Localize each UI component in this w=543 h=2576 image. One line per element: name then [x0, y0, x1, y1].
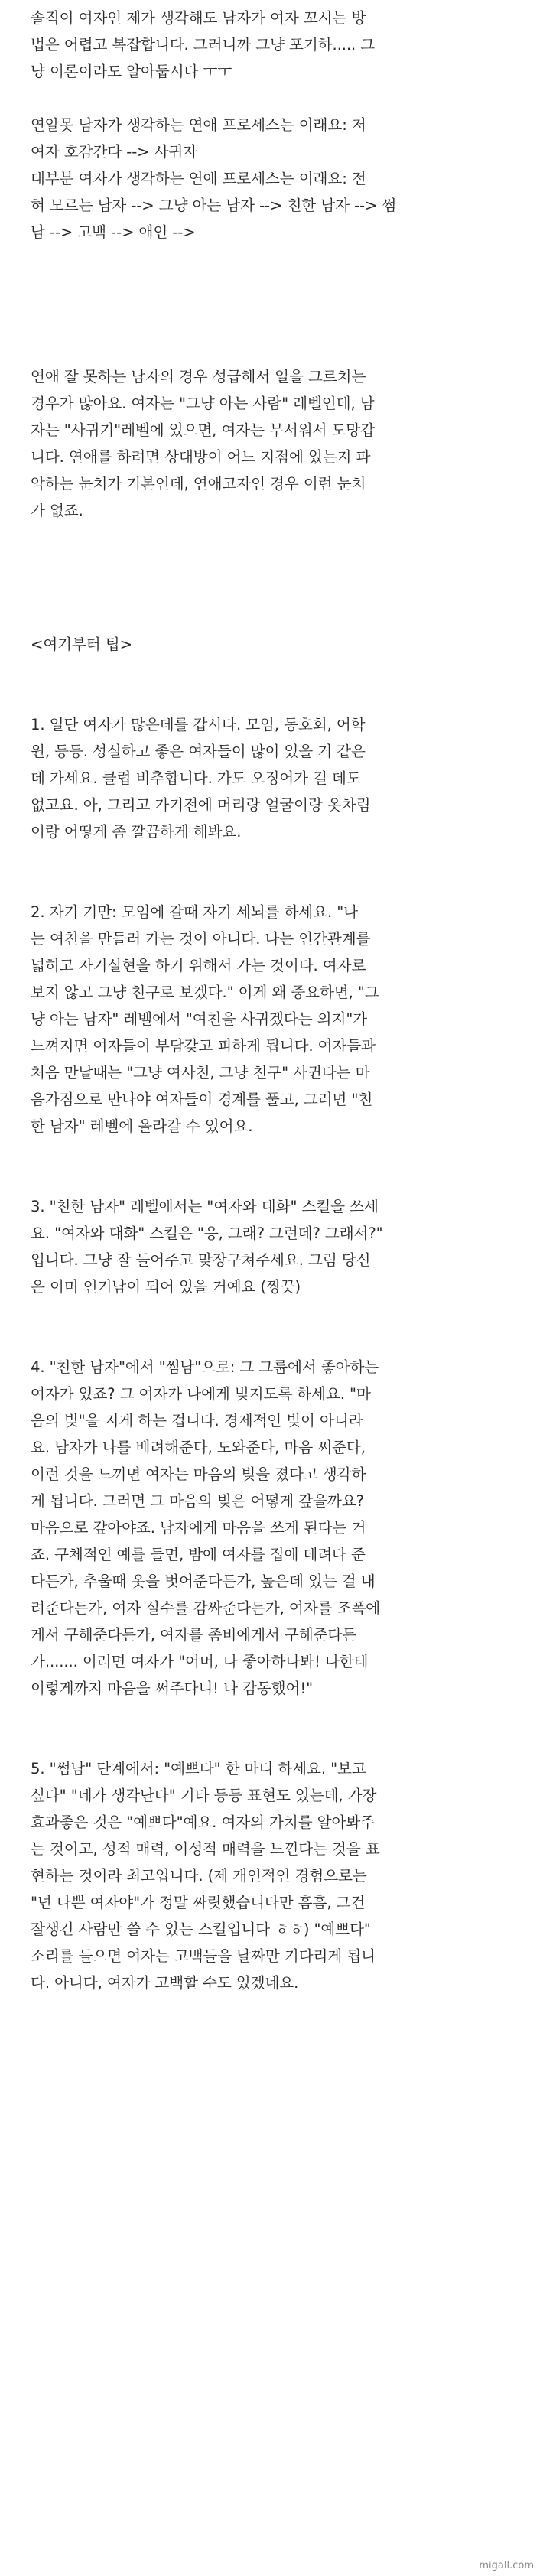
text-line: 다든가, 추울때 옷을 벗어준다든가, 높은데 있는 걸 내 [31, 1573, 376, 1590]
tip-1 [31, 711, 520, 845]
text-line: 싶다" "네가 생각난다" 기타 등등 표현도 있는데, 가장 [31, 1787, 377, 1804]
text-line: 소리를 들으면 여자는 고백들을 날짜만 기다리게 됩니 [31, 1947, 376, 1965]
text-line: 연알못 남자가 생각하는 연애 프로세스는 이래요: 저 [31, 116, 366, 134]
text-line: 한 남자" 레벨에 올라갈 수 있어요. [31, 1117, 253, 1135]
site-watermark: migall.com [479, 2560, 534, 2571]
text-line: 남 --> 고백 --> 애인 --> [31, 223, 196, 241]
text-line: 보지 않고 그냥 친구로 보겠다." 이게 왜 중요하면, "그 [31, 984, 379, 1001]
text-line: 여자가 있죠? 그 여자가 나에게 빚지도록 하세요. "마 [31, 1385, 371, 1403]
text-line: 효과좋은 것은 "예쁘다"예요. 여자의 가치를 알아봐주 [31, 1813, 375, 1831]
text-line: "넌 나쁜 여자야"가 정말 짜릿했습니다만 흠흠, 그건 [31, 1894, 366, 1911]
paragraph-process [31, 112, 520, 246]
text-line: 느껴지면 여자들이 부담갖고 피하게 됩니다. 여자들과 [31, 1037, 376, 1055]
text-line: 입니다. 그냥 잘 들어주고 맞장구쳐주세요. 그럼 당신 [31, 1251, 371, 1269]
text-line: 4. "친한 남자"에서 "썸남"으로: 그 그룹에서 좋아하는 [31, 1358, 379, 1376]
text-line: 잘생긴 사람만 쓸 수 있는 스킬입니다 ㅎㅎ) "예쁘다" [31, 1921, 371, 1938]
text-line: 이렇게까지 마음을 써주다니! 나 감동했어!" [31, 1680, 314, 1697]
text-line: 냥 이론이라도 알아둡시다 ㅜㅜ [31, 63, 232, 80]
text-line: 는 것이고, 성적 매력, 이성적 매력을 느낀다는 것을 표 [31, 1840, 380, 1858]
text-line: 처음 만날때는 "그냥 여사친, 그냥 친구" 사귄다는 마 [31, 1064, 370, 1081]
text-line: 2. 자기 기만: 모임에 갈때 자기 세뇌를 하세요. "나 [31, 903, 358, 921]
text-line: 넓히고 자기실현을 하기 위해서 가는 것이다. 여자로 [31, 957, 366, 974]
text-line: 게 됩니다. 그러면 그 마음의 빚은 어떻게 갚을까요? [31, 1492, 364, 1510]
text-line: 요. 남자가 나를 배려해준다, 도와준다, 마음 써준다, [31, 1439, 366, 1456]
paragraph-intro [31, 5, 520, 85]
tip-4 [31, 1354, 520, 1702]
text-line: 악하는 눈치가 기본인데, 연애고자인 경우 이런 눈치 [31, 475, 366, 493]
text-line: 음가짐으로 만나야 여자들이 경계를 풀고, 그러면 "친 [31, 1091, 373, 1108]
tip-5 [31, 1755, 520, 1996]
paragraph-mistake [31, 363, 520, 524]
text-line: <여기부터 팁> [31, 636, 132, 653]
text-line: 경우가 많아요. 여자는 "그냥 아는 사람" 레벨인데, 남 [31, 395, 375, 412]
text-line: 혀 모르는 남자 --> 그냥 아는 남자 --> 친한 남자 --> 썸 [31, 197, 397, 214]
text-line: 다. 아니다, 여자가 고백할 수도 있겠네요. [31, 1974, 299, 1992]
text-line: 솔직이 여자인 제가 생각해도 남자가 여자 꼬시는 방 [31, 9, 366, 27]
text-line: 게서 구해준다든가, 여자를 좀비에게서 구해준다든 [31, 1626, 357, 1644]
text-line: 요. "여자와 대화" 스킬은 "응, 그래? 그런데? 그래서?" [31, 1225, 383, 1242]
text-line: 없고요. 아, 그리고 가기전에 머리랑 얼굴이랑 옷차림 [31, 796, 371, 814]
text-line: 자는 "사귀기"레벨에 있으면, 여자는 무서워서 도망갑 [31, 421, 375, 439]
text-line: 법은 어렵고 복잡합니다. 그러니까 그냥 포기하..... 그 [31, 36, 376, 54]
tips-heading [31, 631, 520, 658]
tip-3 [31, 1193, 520, 1300]
text-line: 여자 호감간다 --> 사귀자 [31, 143, 198, 161]
text-line: 연애 잘 못하는 남자의 경우 성급해서 일을 그르치는 [31, 368, 366, 385]
text-line: 은 이미 인기남이 되어 있을 거예요 (찡끗) [31, 1278, 301, 1296]
tip-2 [31, 899, 520, 1140]
text-line: 1. 일단 여자가 많은데를 갑시다. 모임, 동호회, 어학 [31, 716, 366, 733]
text-line: 이랑 어떻게 좀 깔끔하게 해봐요. [31, 823, 242, 841]
text-line: 죠. 구체적인 예를 들면, 밤에 여자를 집에 데려다 준 [31, 1546, 366, 1563]
text-line: 는 여친을 만들러 가는 것이 아니다. 나는 인간관계를 [31, 930, 371, 948]
text-line: 3. "친한 남자" 레벨에서는 "여자와 대화" 스킬을 쓰세 [31, 1198, 379, 1215]
text-line: 냥 아는 남자" 레벨에서 "여친을 사귀겠다는 의지"가 [31, 1010, 368, 1028]
text-line: 음의 빚"을 지게 하는 겁니다. 경제적인 빚이 아니라 [31, 1412, 363, 1429]
text-line: 니다. 연애를 하려면 상대방이 어느 지점에 있는지 파 [31, 448, 371, 466]
text-line: 려준다든가, 여자 실수를 감싸준다든가, 여자를 조폭에 [31, 1599, 381, 1617]
text-line: 가....... 이러면 여자가 "어머, 나 좋아하나봐! 나한테 [31, 1653, 369, 1670]
text-line: 5. "썸남" 단계에서: "예쁘다" 한 마디 하세요. "보고 [31, 1760, 366, 1778]
text-line: 원, 등등. 성실하고 좋은 여자들이 많이 있을 거 같은 [31, 743, 366, 760]
text-line: 이런 것을 느끼면 여자는 마음의 빚을 졌다고 생각하 [31, 1465, 366, 1483]
text-line: 대부분 여자가 생각하는 연애 프로세스는 이래요: 전 [31, 170, 366, 187]
post-body [31, 5, 520, 1996]
text-line: 가 없죠. [31, 502, 83, 519]
text-line: 현하는 것이라 최고입니다. (제 개인적인 경험으로는 [31, 1867, 367, 1885]
text-line: 마음으로 갚아야죠. 남자에게 마음을 쓰게 된다는 거 [31, 1519, 366, 1537]
text-line: 데 가세요. 클럽 비추합니다. 가도 오징어가 길 데도 [31, 769, 361, 787]
